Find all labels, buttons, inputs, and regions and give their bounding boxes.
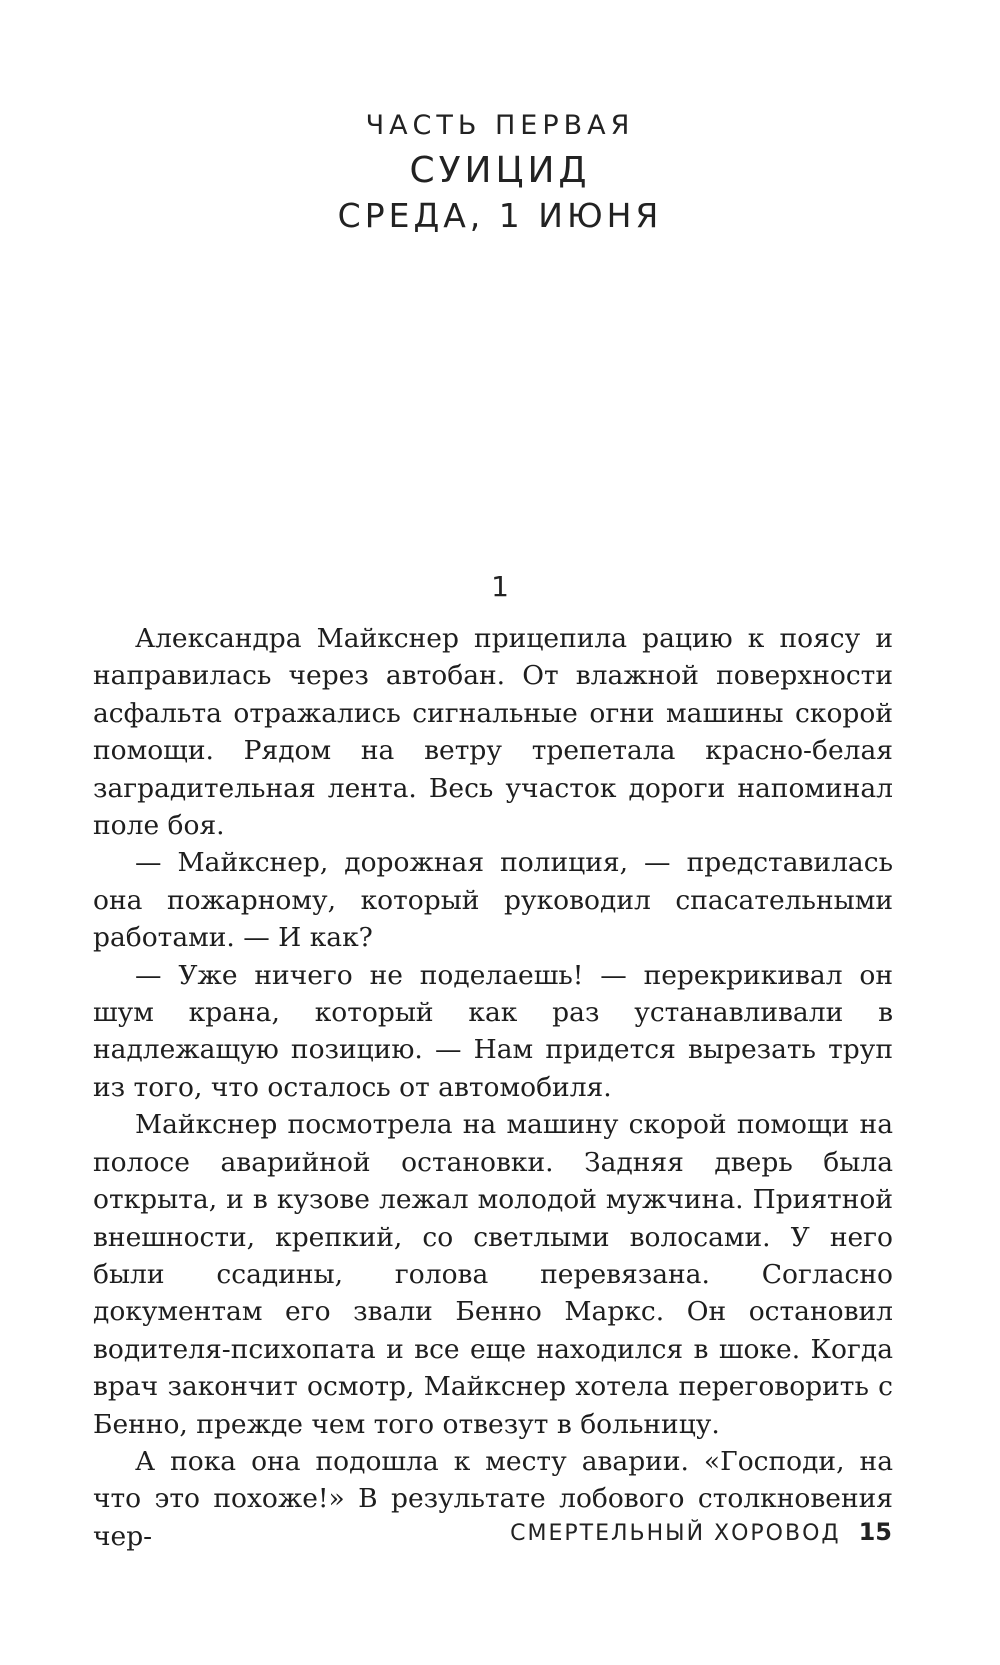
paragraph: — Уже ничего не поделаешь! — перекрикивал он шум крана, который как раз устанавливали в надлежащую позицию. — Нам придется вырезать труп из того, что осталось от автомобиля. — [93, 959, 893, 1103]
running-footer — [510, 1518, 892, 1546]
part-date: СРЕДА, 1 ИЮНЯ — [337, 196, 663, 235]
page-number: 15 — [858, 1518, 892, 1546]
chapter-body — [93, 620, 893, 1555]
paragraph: — Майкснер, дорожная полиция, — представилась она пожарному, который руководил спасательными работами. — И как? — [93, 847, 893, 954]
chapter-number: 1 — [491, 570, 509, 603]
part-label: ЧАСТЬ ПЕРВАЯ — [365, 110, 635, 141]
book-title: СМЕРТЕЛЬНЫЙ ХОРОВОД — [510, 1521, 841, 1546]
paragraph: Александра Майкснер прицепила рацию к поясу и направилась через автобан. От влажной поверхности асфальта отражались сигнальные огни машины скорой помощи. Рядом на ветру трепетала красно-белая заградительная лента. Весь участок дороги напоминал поле боя. — [93, 623, 893, 842]
part-title: СУИЦИД — [409, 150, 591, 191]
paragraph: Майкснер посмотрела на машину скорой помощи на полосе аварийной остановки. Задняя дверь была открыта, и в кузове лежал молодой мужчина. Приятной внешности, крепкий, со светлыми волосами. У него были ссадины, голова перевязана. Согласно документам его звали Бенно Маркс. Он остановил водителя-психопата и все еще находился в шоке. Когда врач закончит осмотр, Майкснер хотела переговорить с Бенно, прежде чем того отвезут в больницу. — [93, 1109, 893, 1440]
paragraph: А пока она подошла к месту аварии. «Господи, на что это похоже!» В результате лобового столкновения чер- — [93, 1445, 893, 1552]
